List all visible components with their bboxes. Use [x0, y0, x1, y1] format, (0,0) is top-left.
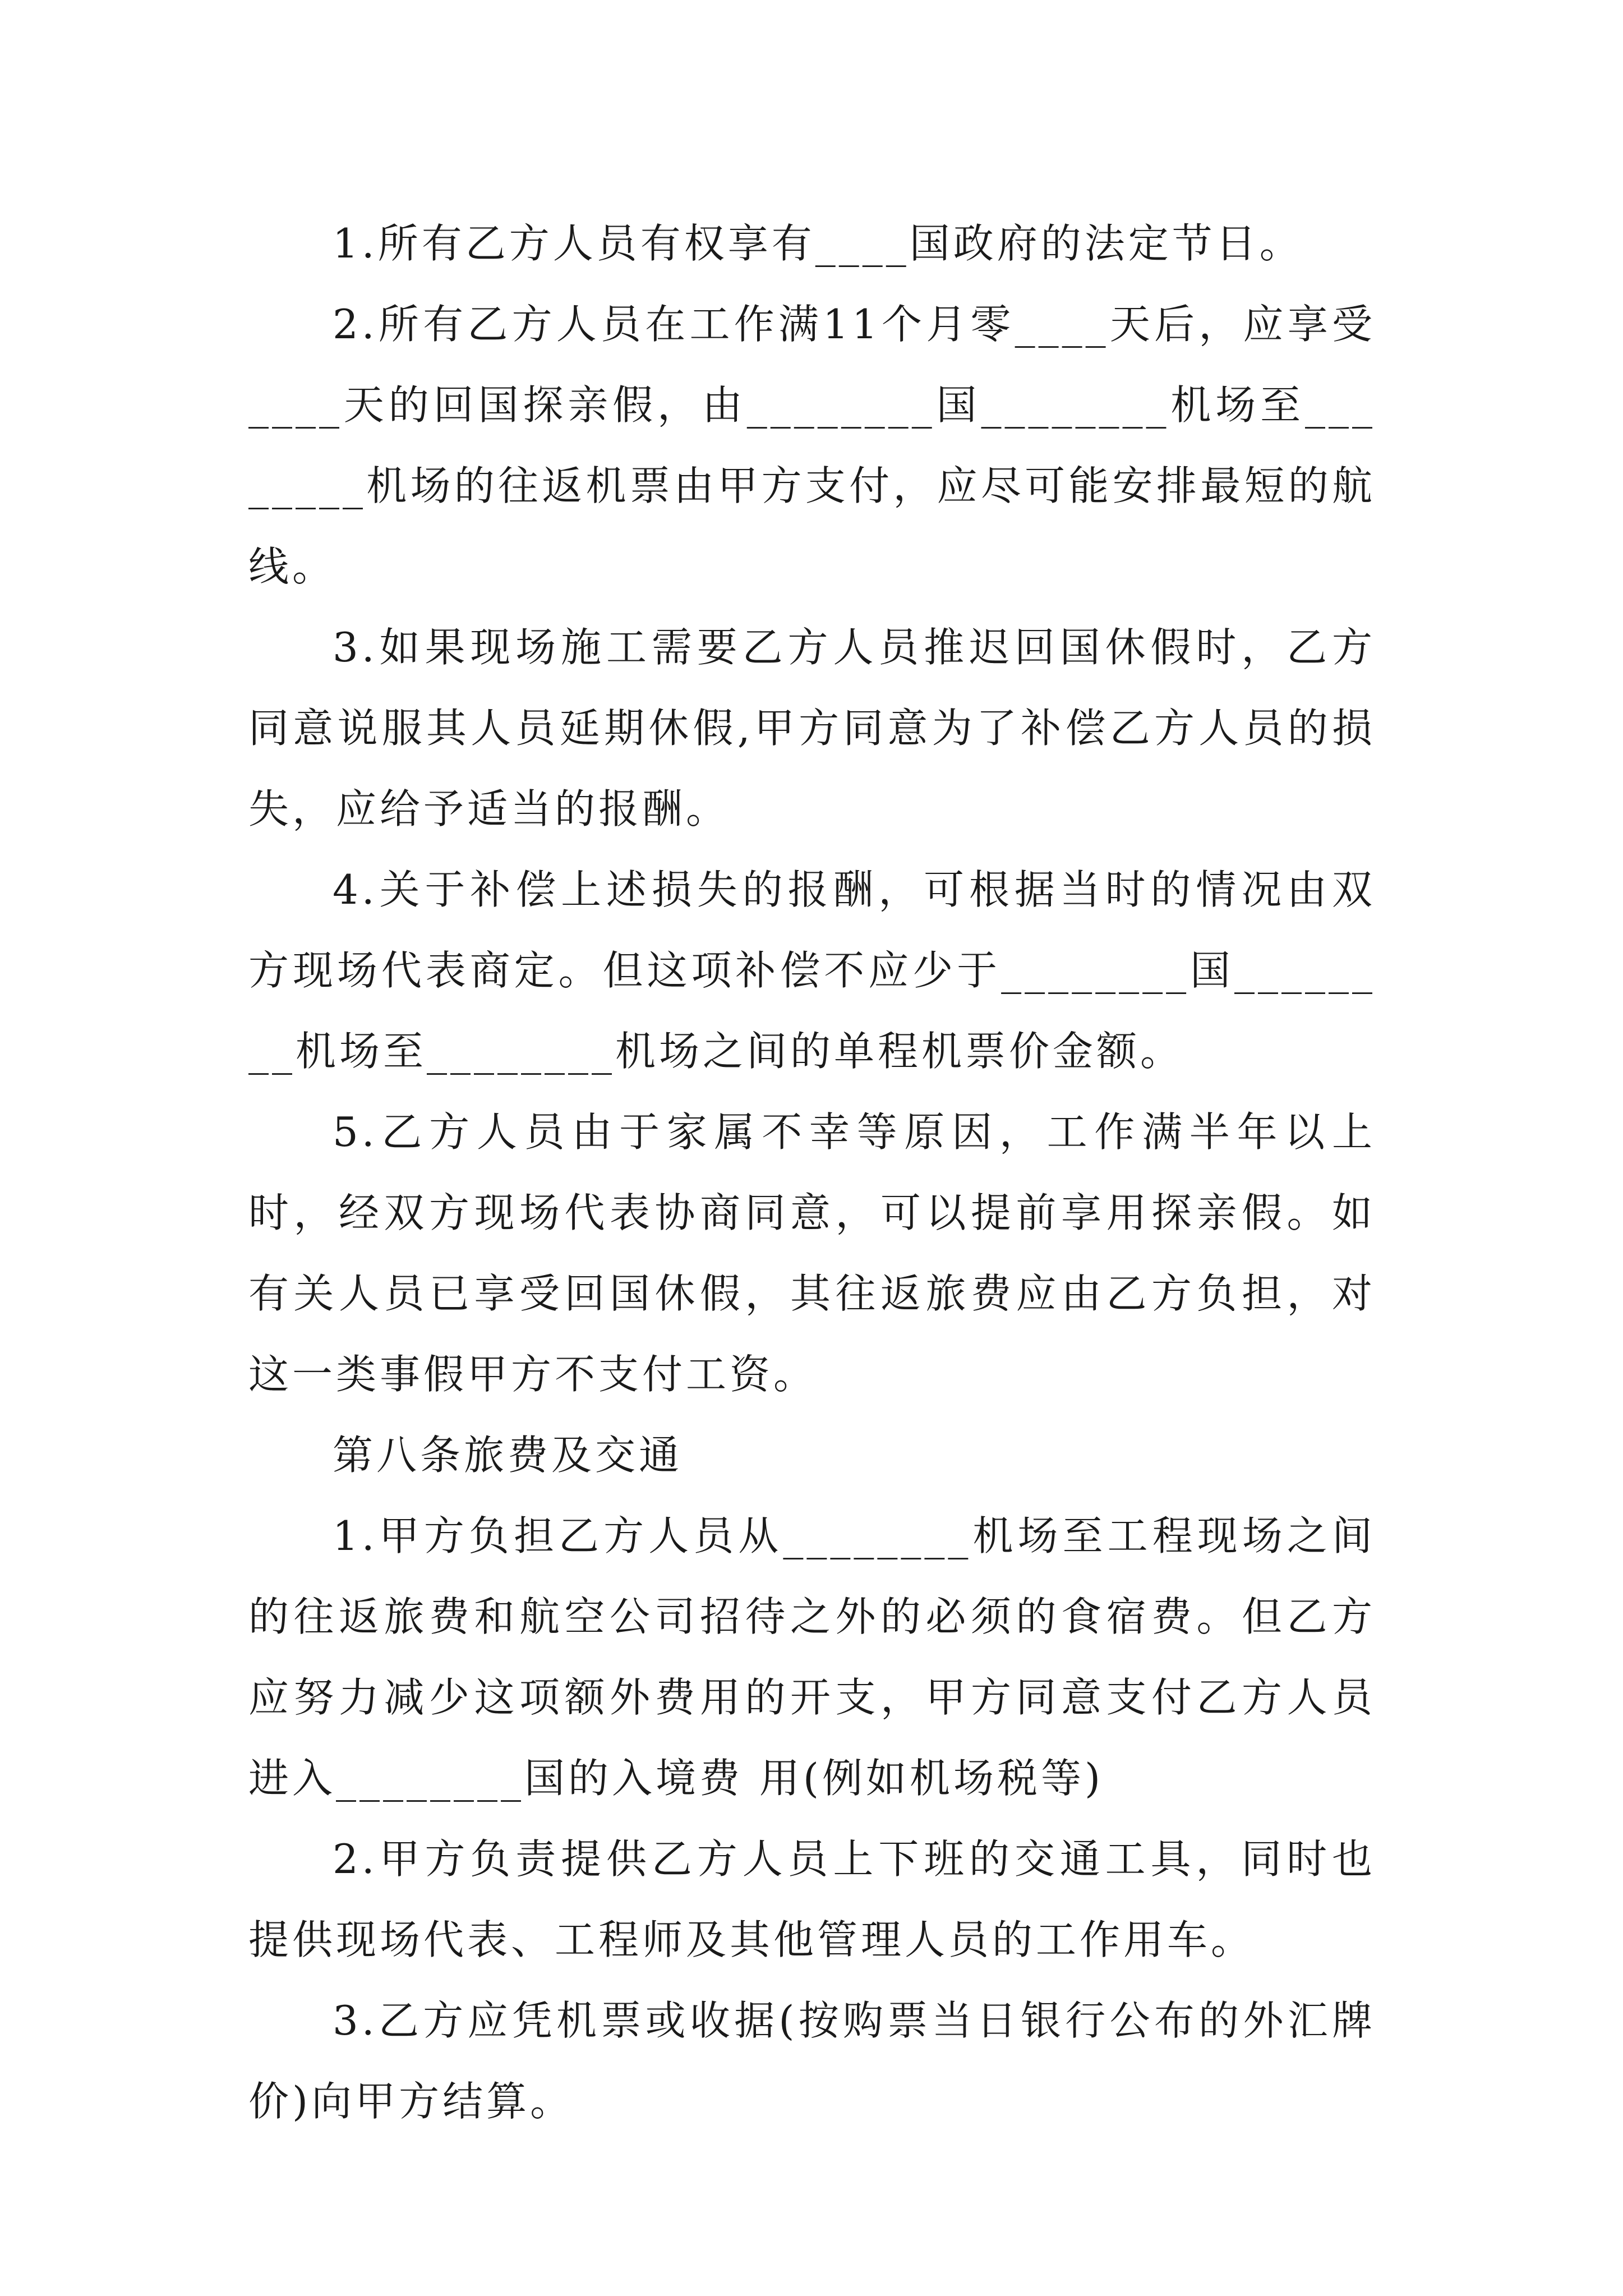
- document-body: [248, 203, 1376, 2142]
- paragraph-settlement: 3.乙方应凭机票或收据(按购票当日银行公布的外汇牌价)向甲方结算。: [248, 1997, 1376, 2125]
- paragraph-travel-expenses: 1.甲方负担乙方人员从________机场至工程现场之间的往返旅费和航空公司招待之外的必须的食宿费。但乙方应努力减少这项额外费用的开支，甲方同意支付乙方人员进入________国的入境费 用(例如机场税等): [248, 1512, 1376, 1802]
- paragraph-holidays: 1.所有乙方人员有权享有____国政府的法定节日。: [333, 220, 1303, 267]
- paragraph-compensation: 4.关于补偿上述损失的报酬，可根据当时的情况由双方现场代表商定。但这项补偿不应少于________国________机场至________机场之间的单程机票价金额。: [248, 866, 1376, 1075]
- paragraph-postpone-leave: 3.如果现场施工需要乙方人员推迟回国休假时，乙方同意说服其人员延期休假,甲方同意为了补偿乙方人员的损失，应给予适当的报酬。: [248, 624, 1376, 832]
- paragraph-transport: 2.甲方负责提供乙方人员上下班的交通工具，同时也提供现场代表、工程师及其他管理人员的工作用车。: [248, 1835, 1376, 1963]
- paragraph-home-leave: 2.所有乙方人员在工作满11个月零____天后，应享受____天的回国探亲假，由________国________机场至________机场的往返机票由甲方支付，应尽可能安排最短的航线。: [248, 301, 1376, 590]
- section-heading: 第八条旅费及交通: [333, 1432, 683, 1479]
- paragraph-early-leave: 5.乙方人员由于家属不幸等原因，工作满半年以上时，经双方现场代表协商同意，可以提前享用探亲假。如有关人员已享受回国休假，其往返旅费应由乙方负担，对这一类事假甲方不支付工资。: [248, 1108, 1376, 1398]
